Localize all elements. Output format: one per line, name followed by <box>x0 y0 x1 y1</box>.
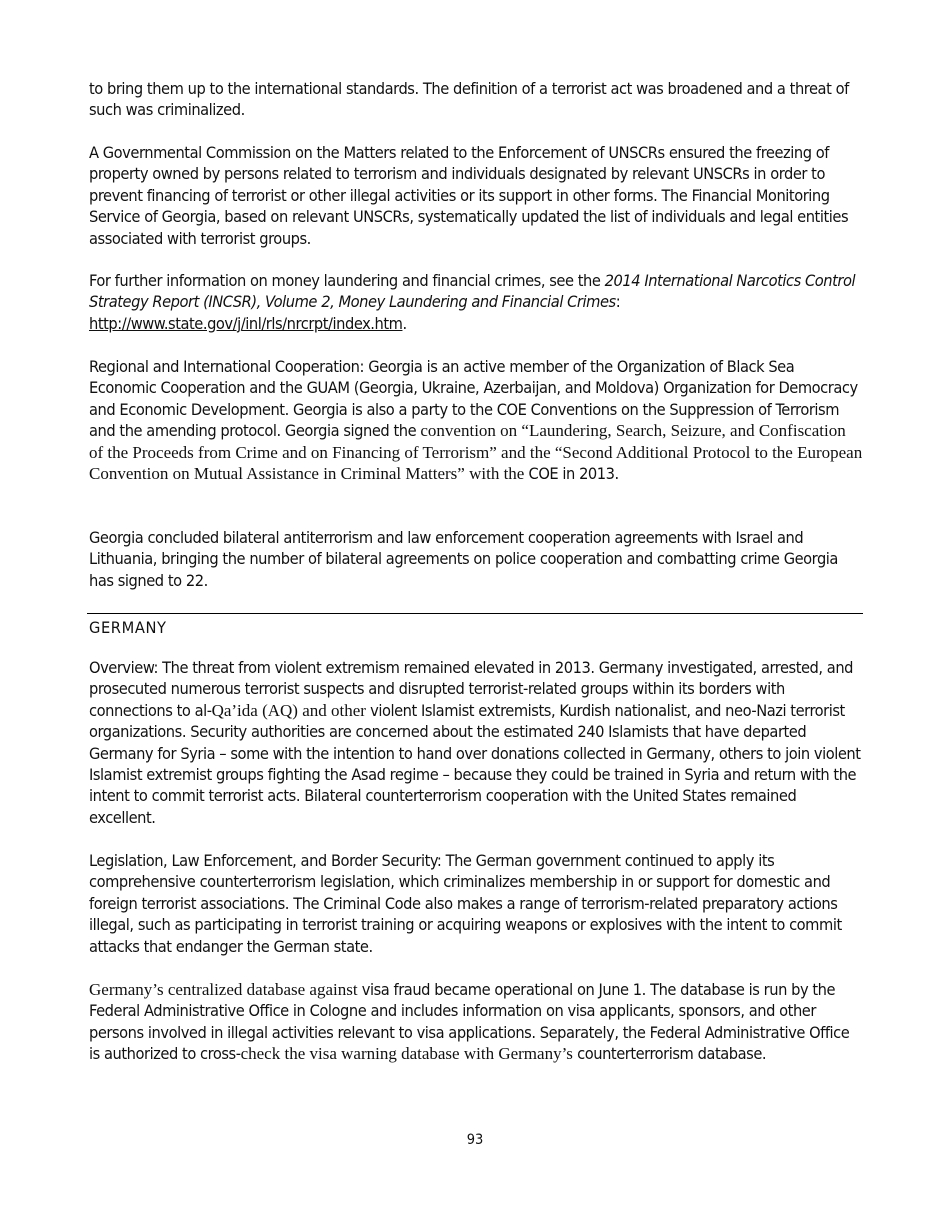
state-gov-link[interactable]: http://www.state.gov/j/inl/rls/nrcrpt/index.htm <box>89 313 403 333</box>
body-text-end: COE in 2013. <box>524 464 619 484</box>
section-label: Regional and International Cooperation: <box>89 357 364 376</box>
paragraph-text: Georgia concluded bilateral antiterrorism and law enforcement cooperation agreements with Israel and Lithuania, bringing the number of bilateral agreements on police cooperation and combatting crime Georgia has signed to 22. <box>89 528 838 590</box>
section-label: Overview: <box>89 658 158 677</box>
report-title: 2014 International Narcotics Control Strategy Report (INCSR), Volume 2, Money Laundering and Financial Crimes <box>89 271 856 312</box>
paragraph-legislation <box>89 850 864 957</box>
paragraph-overview <box>89 657 864 828</box>
body-text: Georgia is an active member of the Organization of Black Sea Economic Cooperation and the GUAM (Georgia, Ukraine, Azerbaijan, and Moldova) Organization for Democracy and Economic Development. Georgia is also a party to the COE Conventions on the Suppression of Terrorism and the amending protocol. Georgia signed the <box>89 357 858 441</box>
section-divider <box>87 613 863 614</box>
paragraph-text <box>89 850 864 957</box>
paragraph-further-information <box>89 270 864 334</box>
paragraph-bilateral-agreements <box>89 527 864 591</box>
section-label: Legislation, Law Enforcement, and Border Security: <box>89 851 442 870</box>
paragraph-text: to bring them up to the international standards. The definition of a terrorist act was broadened and a threat of such was criminalized. <box>89 79 849 120</box>
body-text-end: violent Islamist extremists, Kurdish nationalist, and neo-Nazi terrorist organizations. Security authorities are concerned about the estimated 240 Islamists that have departed Germany for Syria – some with the intention to hand over donations collected in Germany, others to join violent Islamist extremist groups fighting the Asad regime – because they could be trained in Syria and return with the intent to commit terrorist acts. Bilateral counterterrorism cooperation with the United States remained excellent. <box>89 700 861 827</box>
paragraph-georgia-legislation-end <box>89 78 864 121</box>
paragraph-text <box>89 657 864 828</box>
body-text: The German government continued to apply its comprehensive counterterrorism legislation, which criminalizes membership in or support for domestic and foreign terrorist associations. The Criminal Code also makes a range of terrorism-related preparatory actions illegal, such as participating in terrorist training or acquiring weapons or explosives with the intent to commit attacks that endanger the German state. <box>89 851 842 956</box>
body-text-end: counterterrorism database. <box>572 1044 767 1064</box>
body-text: visa fraud became operational on June 1. The database is run by the Federal Administrative Office in Cologne and includes information on visa applicants, sponsors, and other persons involved in illegal activities relevant to visa applications. Separately, the Federal Administrative Office is authorized to cross- <box>89 980 850 1064</box>
body-text: The threat from violent extremism remained elevated in 2013. Germany investigated, arrested, and prosecuted numerous terrorist suspects and disrupted terrorist-related groups within its borders with connections to al- <box>89 658 854 720</box>
page-number: 93 <box>466 1132 484 1148</box>
paragraph-visa-database <box>89 979 864 1065</box>
intro-text: For further information on money laundering and financial crimes, see the <box>89 271 605 290</box>
paragraph-text <box>89 270 864 334</box>
body-text-serif: Qa’ida (AQ) and other <box>211 700 366 720</box>
body-text-serif: Germany’s centralized database against <box>89 980 358 999</box>
paragraph-unscr-commission <box>89 142 864 249</box>
paragraph-text <box>89 356 864 484</box>
period-text: . <box>402 313 407 333</box>
paragraph-regional-cooperation <box>89 356 864 484</box>
colon-text: : <box>615 292 621 312</box>
body-text-serif-2: check the visa warning database with Germany’s <box>240 1044 573 1064</box>
section-heading: GERMANY <box>89 618 167 637</box>
paragraph-text <box>89 979 864 1065</box>
paragraph-text: A Governmental Commission on the Matters related to the Enforcement of UNSCRs ensured the freezing of property owned by persons related to terrorism and individuals designated by relevant UNSCRs in order to prevent financing of terrorist or other illegal activities or its support in other forms. The Financial Monitoring Service of Georgia, based on relevant UNSCRs, systematically updated the list of individuals and legal entities associated with terrorist groups. <box>89 143 849 248</box>
body-text-serif: convention on “Laundering, Search, Seizure, and Confiscation of the Proceeds from Crime and on Financing of Terrorism” and the “Second Additional Protocol to the European Convention on Mutual Assistance in Criminal Matters” with the <box>89 421 863 484</box>
